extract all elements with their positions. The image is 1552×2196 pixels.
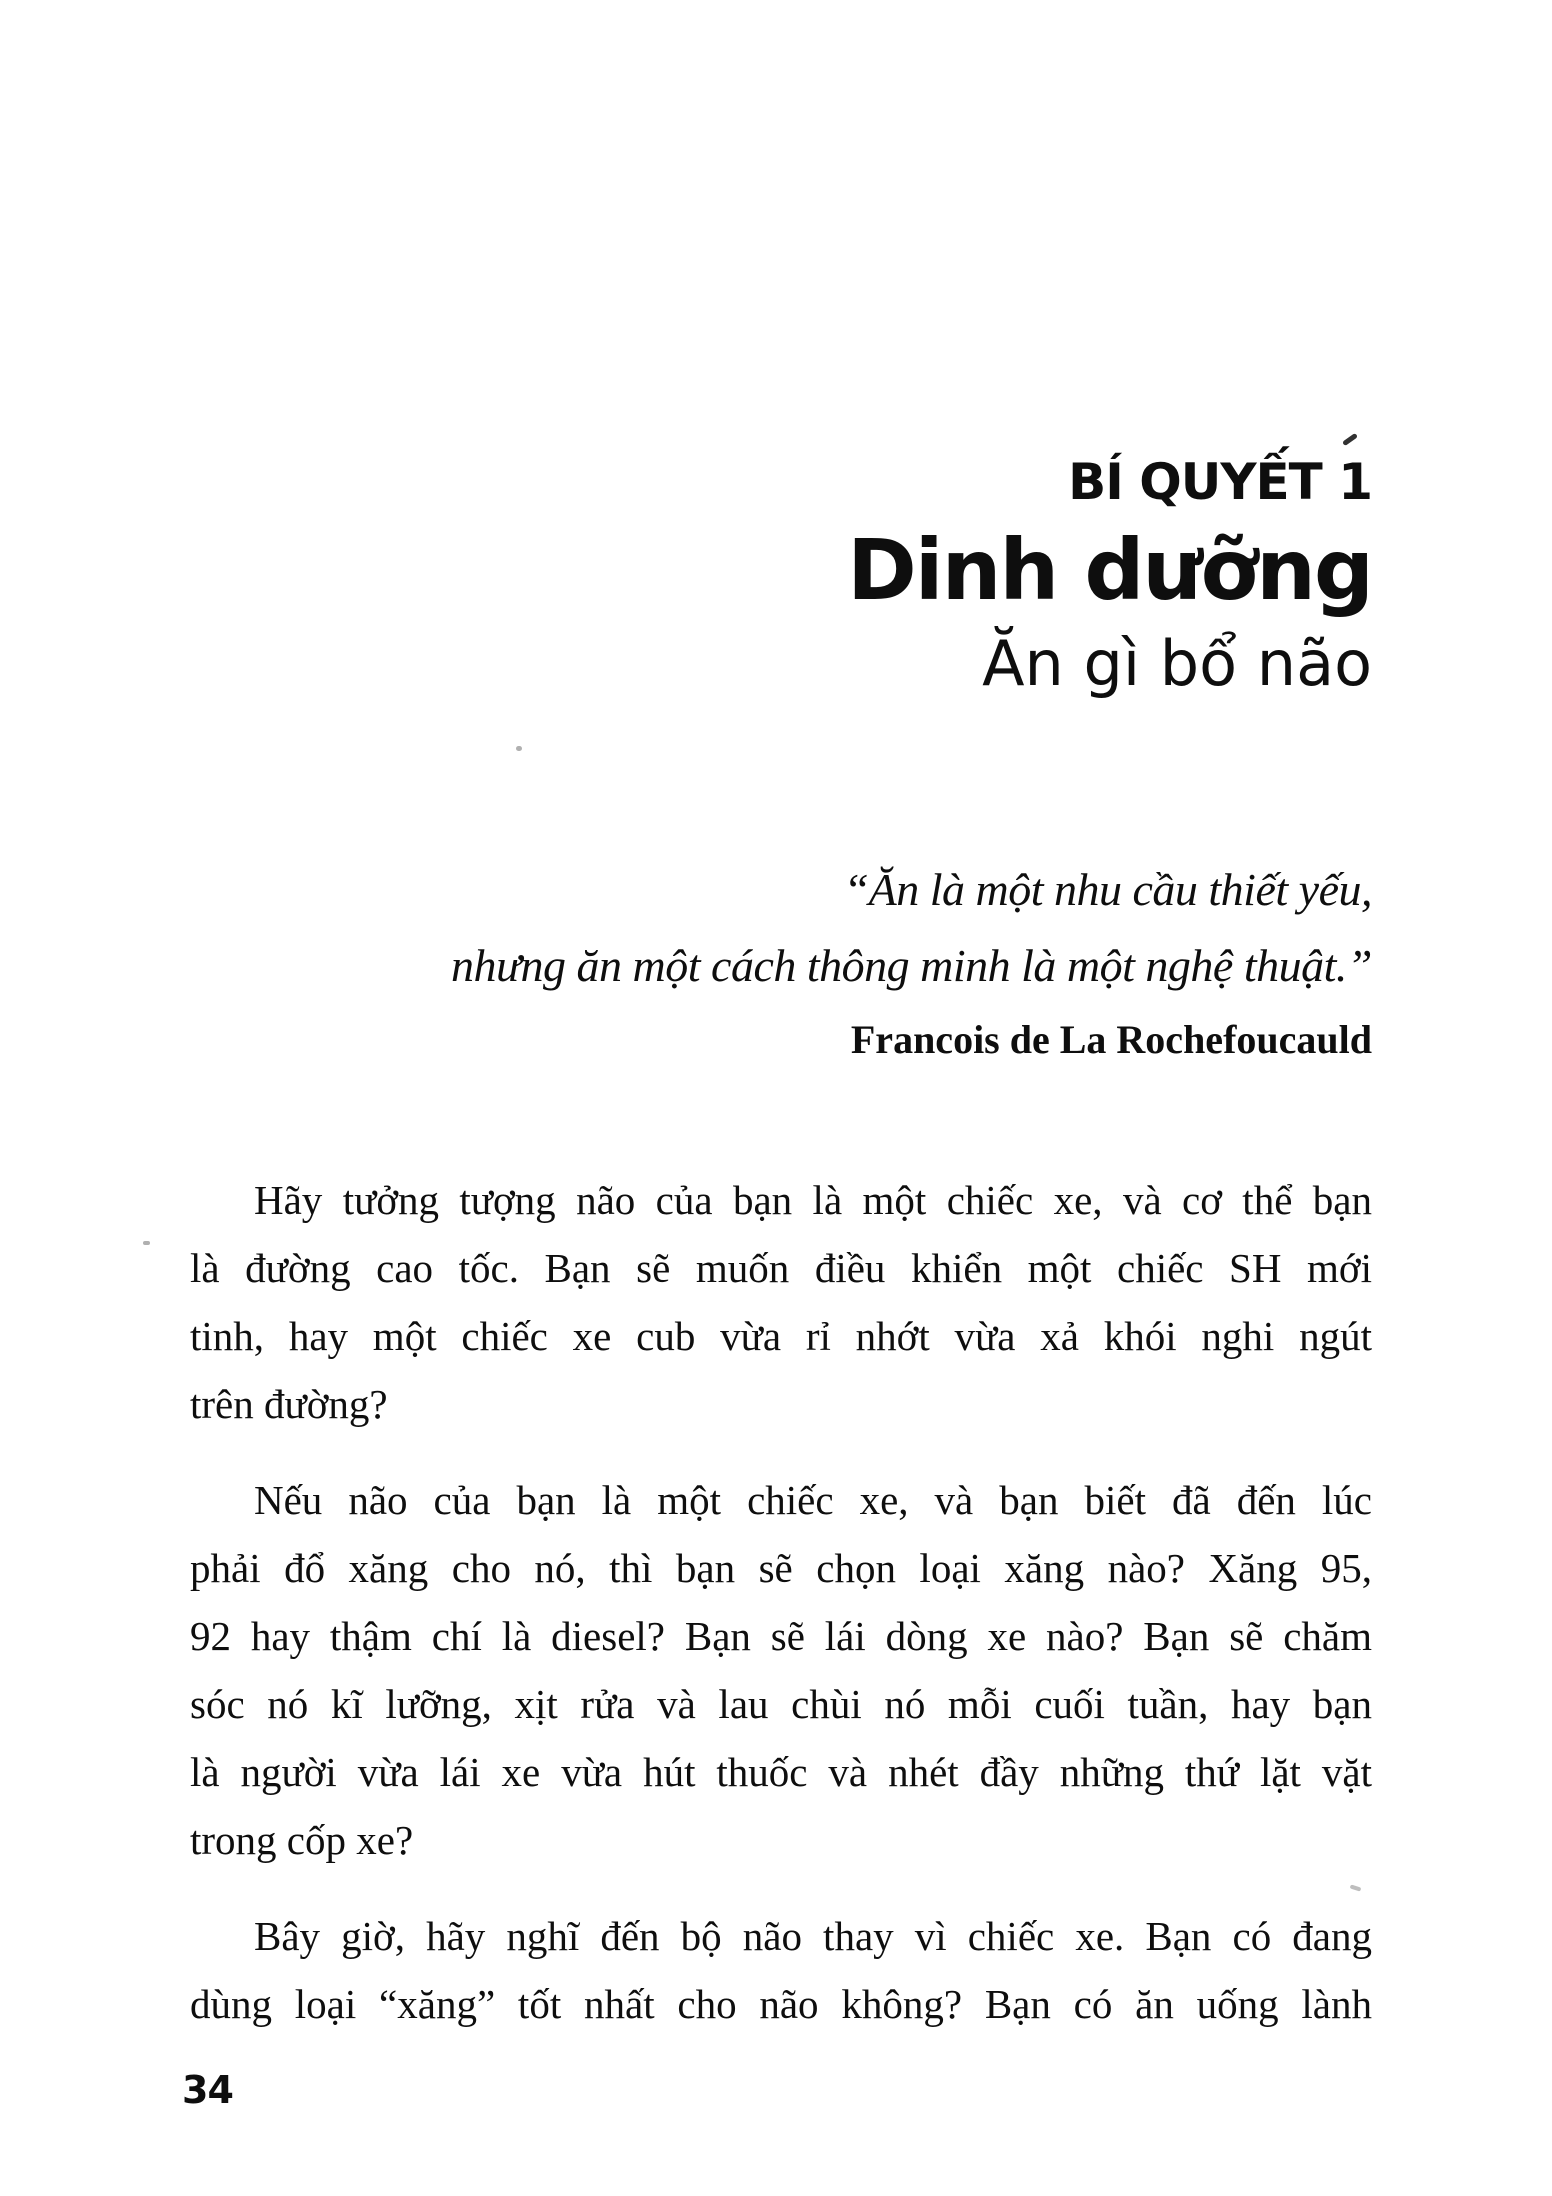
paragraph-line: Bây giờ, hãy nghĩ đến bộ não thay vì chiếc xe. Bạn có đang — [254, 1913, 1372, 1959]
paragraph-line: dùng loại “xăng” tốt nhất cho não không? Bạn có ăn uống lành — [190, 1981, 1372, 2027]
epigraph-attribution: Francois de La Rochefoucauld — [850, 1017, 1372, 1062]
page-number: 34 — [182, 2068, 233, 2112]
paragraph-line: trên đường? — [190, 1381, 388, 1427]
page-content — [190, 0, 1372, 2196]
epigraph-line: “Ăn là một nhu cầu thiết yếu, — [843, 864, 1372, 915]
paragraph-line: 92 hay thậm chí là diesel? Bạn sẽ lái dòng xe nào? Bạn sẽ chăm — [190, 1613, 1372, 1659]
paragraph-line: trong cốp xe? — [190, 1817, 414, 1863]
paragraph-line: Hãy tưởng tượng não của bạn là một chiếc xe, và cơ thể bạn — [254, 1177, 1372, 1223]
paragraph-line: sóc nó kĩ lưỡng, xịt rửa và lau chùi nó mỗi cuối tuần, hay bạn — [190, 1681, 1372, 1727]
chapter-label: BÍ QUYẾT 1 — [1068, 453, 1372, 511]
paragraph-line: là người vừa lái xe vừa hút thuốc và nhét đầy những thứ lặt vặt — [190, 1749, 1372, 1795]
paragraph-line: là đường cao tốc. Bạn sẽ muốn điều khiển một chiếc SH mới — [190, 1245, 1372, 1291]
paragraph-line: tinh, hay một chiếc xe cub vừa rỉ nhớt vừa xả khói nghi ngút — [190, 1313, 1372, 1359]
chapter-title: Dinh dưỡng — [847, 521, 1372, 619]
scan-speck — [516, 746, 522, 751]
paragraph — [190, 1902, 1372, 2038]
chapter-heading — [190, 452, 1372, 700]
body-text — [190, 1166, 1372, 2066]
scan-speck — [143, 1241, 150, 1245]
epigraph-line: nhưng ăn một cách thông minh là một nghệ thuật.” — [450, 940, 1372, 991]
paragraph-line: phải đổ xăng cho nó, thì bạn sẽ chọn loại xăng nào? Xăng 95, — [190, 1545, 1372, 1591]
paragraph — [190, 1166, 1372, 1438]
epigraph — [190, 852, 1372, 1068]
paragraph-line: Nếu não của bạn là một chiếc xe, và bạn biết đã đến lúc — [254, 1477, 1372, 1523]
paragraph — [190, 1466, 1372, 1874]
chapter-subtitle: Ăn gì bổ não — [982, 627, 1372, 700]
